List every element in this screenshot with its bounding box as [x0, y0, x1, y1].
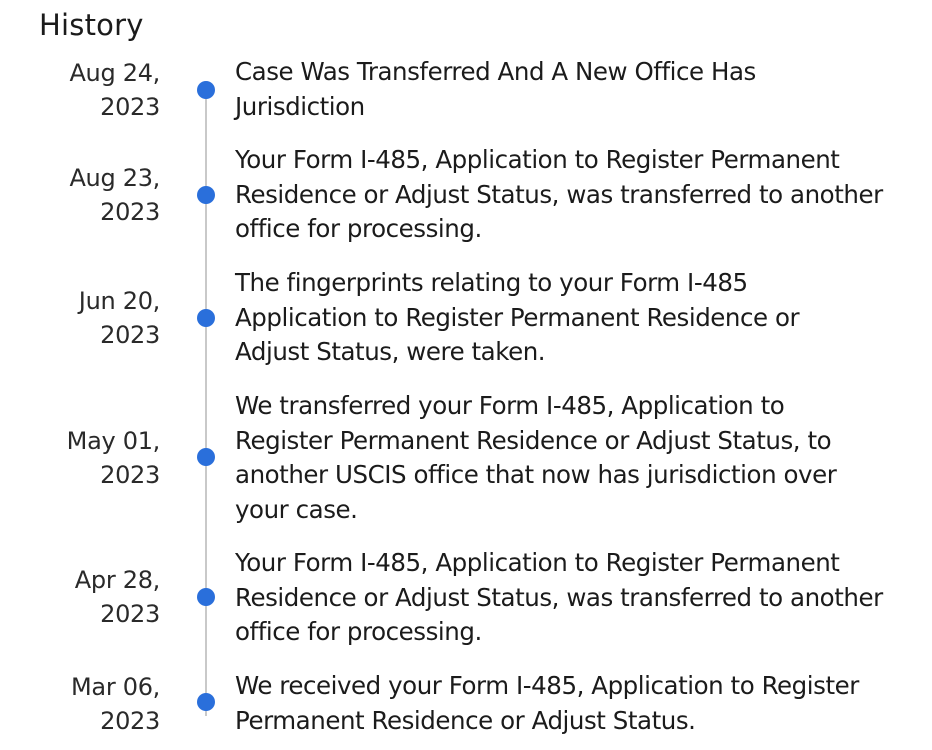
timeline-dot	[197, 309, 215, 327]
entry-date-month-day: May 01,	[66, 427, 160, 455]
entry-description: Your Form I-485, Application to Register Permanent Residence or Adjust Status, was transferred to another office for processing.	[235, 548, 883, 646]
entry-description: Your Form I-485, Application to Register Permanent Residence or Adjust Status, was transferred to another office for processing.	[235, 145, 883, 243]
entry-date	[50, 284, 160, 352]
entry-date	[50, 161, 160, 229]
entry-date	[50, 56, 160, 124]
timeline-dot	[197, 588, 215, 606]
entry-date-year: 2023	[100, 707, 160, 735]
entry-description: We transferred your Form I-485, Application to Register Permanent Residence or Adjust Status, to another USCIS office that now has jurisdiction over your case.	[235, 391, 837, 524]
timeline-dot	[197, 81, 215, 99]
entry-description: Case Was Transferred And A New Office Has Jurisdiction	[235, 57, 756, 121]
timeline-line	[205, 88, 207, 716]
entry-date-month-day: Jun 20,	[78, 287, 160, 315]
entry-date-year: 2023	[100, 600, 160, 628]
entry-date-year: 2023	[100, 93, 160, 121]
entry-date	[50, 670, 160, 738]
entry-date-year: 2023	[100, 198, 160, 226]
entry-date-year: 2023	[100, 321, 160, 349]
timeline-dot	[197, 186, 215, 204]
timeline-dot	[197, 693, 215, 711]
entry-description: The fingerprints relating to your Form I-485 Application to Register Permanent Residence or Adjust Status, were taken.	[235, 268, 800, 366]
history-title: History	[39, 8, 144, 42]
entry-date	[50, 563, 160, 631]
entry-date-month-day: Apr 28,	[74, 566, 160, 594]
entry-date-year: 2023	[100, 461, 160, 489]
entry-date-month-day: Aug 24,	[69, 59, 160, 87]
entry-date-month-day: Aug 23,	[69, 164, 160, 192]
entry-date-month-day: Mar 06,	[71, 673, 160, 701]
entry-date	[50, 424, 160, 492]
timeline-dot	[197, 448, 215, 466]
entry-description: We received your Form I-485, Application to Register Permanent Residence or Adjust Status.	[235, 671, 859, 735]
